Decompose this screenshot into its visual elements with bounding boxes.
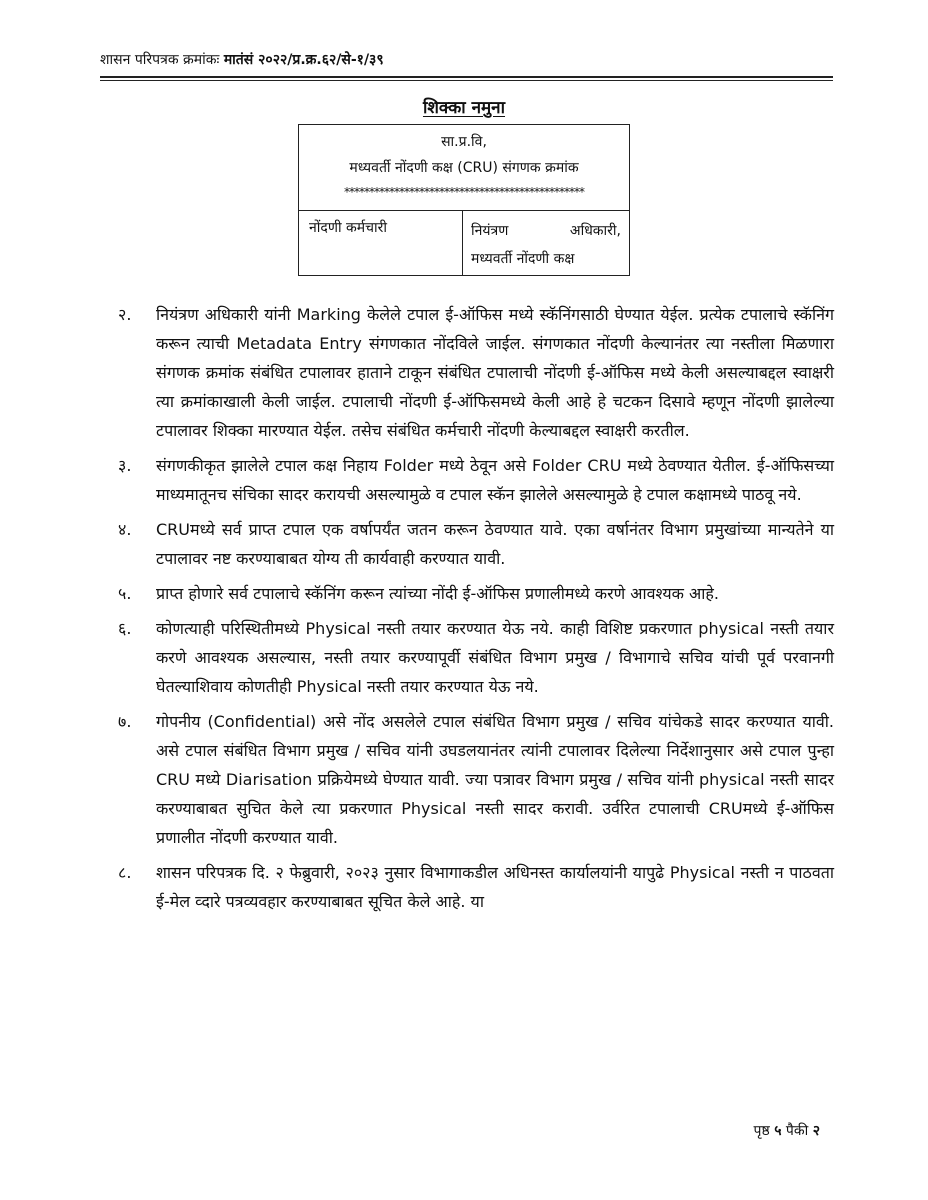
- stamp-department: सा.प्र.वि,: [441, 134, 487, 150]
- stamp-sample-box: [298, 124, 630, 276]
- stamp-sample-title: शिक्का नमुना: [422, 98, 506, 118]
- stamp-cru-number-label: मध्यवर्ती नोंदणी कक्ष (CRU) संगणक क्रमांक: [349, 160, 579, 176]
- list-item: [118, 858, 834, 916]
- item-text: नियंत्रण अधिकारी यांनी Marking केलेले टपाल ई-ऑफिस मध्ये स्कॅनिंगसाठी घेण्यात येईल. प्रत्येक टपालाचे स्कॅनिंग करून त्याची Metadata Entry संगणकात नोंदविले जाईल. संगणकात नोंदणी केल्यानंतर त्या नस्तीला मिळणारा संगणक क्रमांक संबंधित टपालावर हाताने टाकून संबंधित टपालाची नोंदणी ई-ऑफिस मध्ये केली असल्याबद्दल स्वाक्षरी त्या क्रमांकाखाली केली जाईल. टपालाची नोंदणी ई-ऑफिसमध्ये केली आहे हे चटकन दिसावे म्हणून नोंदणी झालेल्या टपालावर शिक्का मारण्यात येईल. तसेच संबंधित कर्मचारी नोंदणी केल्याबद्दल स्वाक्षरी करतील.: [156, 305, 834, 440]
- of-word: पैकी: [785, 1123, 809, 1139]
- page-total: २: [812, 1123, 820, 1139]
- header-rule-thin: [100, 80, 833, 81]
- item-text: संगणकीकृत झालेले टपाल कक्ष निहाय Folder मध्ये ठेवून असे Folder CRU मध्ये ठेवण्यात येतील. ई-ऑफिसच्या माध्यमातूनच संचिका सादर करायची असल्यामुळे व टपाल स्कॅन झालेले असल्यामुळे हे टपाल कक्षामध्ये पाठवू नये.: [156, 456, 834, 504]
- item-number: २.: [118, 305, 132, 324]
- stamp-officer-word1: नियंत्रण: [471, 223, 509, 239]
- item-number: ४.: [118, 520, 132, 539]
- page-footer: [754, 1121, 820, 1141]
- item-number: ५.: [118, 584, 132, 603]
- circular-number-label: शासन परिपत्रक क्रमांकः: [100, 52, 220, 68]
- item-number: ३.: [118, 456, 132, 475]
- item-number: ७.: [118, 712, 132, 731]
- stamp-officer-word2: अधिकारी,: [569, 223, 621, 239]
- page-number: ५: [774, 1123, 782, 1139]
- list-item: [118, 579, 834, 608]
- page-header: [100, 50, 834, 70]
- stamp-divider-vertical: [462, 210, 463, 275]
- stamp-controlling-officer: [471, 217, 621, 273]
- list-item: [118, 451, 834, 509]
- item-number: ८.: [118, 863, 132, 882]
- list-item: [118, 300, 834, 445]
- stamp-officer-line2: मध्यवर्ती नोंदणी कक्ष: [471, 251, 575, 267]
- item-text: शासन परिपत्रक दि. २ फेब्रुवारी, २०२३ नुसार विभागाकडील अधिनस्त कार्यालयांनी यापुढे Physical नस्ती न पाठवता ई-मेल व्दारे पत्रव्यवहार करण्याबाबत सूचित केले आहे. या: [156, 863, 834, 911]
- circular-reference-number: मातंसं २०२२/प्र.क्र.६२/से-१/३९: [223, 52, 384, 68]
- item-text: कोणत्याही परिस्थितीमध्ये Physical नस्ती तयार करण्यात येऊ नये. काही विशिष्ट प्रकरणात physical नस्ती तयार करणे आवश्यक असल्यास, नस्ती तयार करण्यापूर्वी संबंधित विभाग प्रमुख / विभागाचे सचिव यांची पूर्व परवानगी घेतल्याशिवाय कोणतीही Physical नस्ती तयार करण्यात येऊ नये.: [156, 619, 834, 696]
- item-text: CRUमध्ये सर्व प्राप्त टपाल एक वर्षापर्यंत जतन करून ठेवण्यात यावे. एका वर्षानंतर विभाग प्रमुखांच्या मान्यतेने या टपालावर नष्ट करण्याबाबत योग्य ती कार्यवाही करण्यात यावी.: [156, 520, 834, 568]
- list-item: [118, 614, 834, 701]
- item-text: प्राप्त होणारे सर्व टपालाचे स्कॅनिंग करून त्यांच्या नोंदी ई-ऑफिस प्रणालीमध्ये करणे आवश्यक आहे.: [156, 584, 719, 603]
- item-number: ६.: [118, 619, 132, 638]
- list-item: [118, 515, 834, 573]
- page-word: पृष्ठ: [753, 1123, 770, 1139]
- item-text: गोपनीय (Confidential) असे नोंद असलेले टपाल संबंधित विभाग प्रमुख / सचिव यांचेकडे सादर करण्यात यावी. असे टपाल संबंधित विभाग प्रमुख / सचिव यांनी उघडलयानंतर त्यांनी टपालावर दिलेल्या निर्देशानुसार असे टपाल पुन्हा CRU मध्ये Diarisation प्रक्रियेमध्ये घेण्यात यावी. ज्या पत्रावर विभाग प्रमुख / सचिव यांनी physical नस्ती सादर करण्याबाबत सुचित केले त्या प्रकरणात Physical नस्ती सादर करावी. उर्वरित टपालाची CRUमध्ये ई-ऑफिस प्रणालीत नोंदणी करण्यात यावी.: [156, 712, 834, 847]
- stamp-asterisk-line: ************************************************: [344, 185, 584, 199]
- header-rule-thick: [100, 76, 833, 78]
- stamp-divider-horizontal: [299, 210, 629, 211]
- stamp-registration-staff: नोंदणी कर्मचारी: [309, 220, 388, 236]
- instruction-list: [118, 300, 834, 922]
- list-item: [118, 707, 834, 852]
